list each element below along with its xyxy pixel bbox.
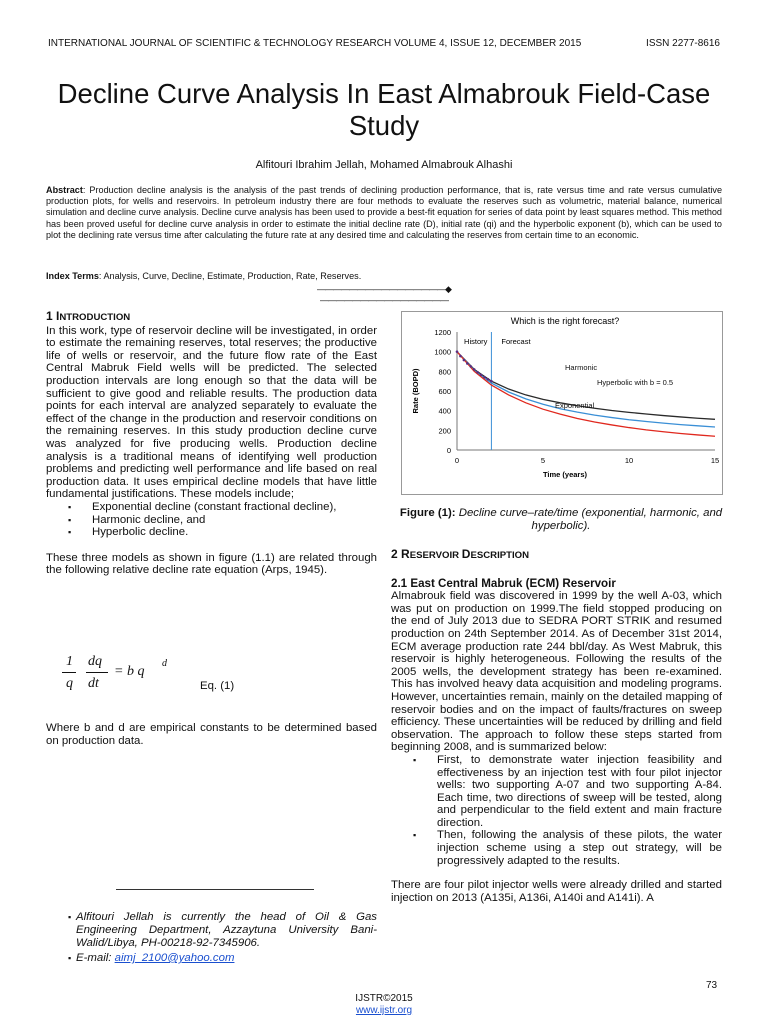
history-point bbox=[483, 376, 486, 379]
journal-url-link[interactable]: www.ijstr.org bbox=[355, 1005, 413, 1016]
issn: ISSN 2277-8616 bbox=[646, 38, 720, 49]
history-point bbox=[459, 355, 462, 358]
x-tick-label: 15 bbox=[710, 456, 720, 465]
index-terms-text: : Analysis, Curve, Decline, Estimate, Production, Rate, Reserves. bbox=[98, 271, 362, 281]
figure-1 bbox=[401, 311, 723, 495]
copyright: IJSTR©2015 bbox=[355, 993, 413, 1004]
y-tick-label: 800 bbox=[438, 367, 451, 377]
y-axis-label: Rate (BOPD) bbox=[411, 368, 420, 414]
paper-title: Decline Curve Analysis In East Almabrouk Field-Case Study bbox=[57, 78, 711, 141]
footnote-affiliation: ▪ Alfitouri Jellah is currently the head of Oil & Gas Engineering Department, Azzaytuna University Bani-Walid/Libya, PH-00218-92-7345906. bbox=[46, 911, 377, 950]
abstract bbox=[46, 185, 722, 241]
index-terms bbox=[46, 271, 722, 281]
intro-paragraph-3: Where b and d are empirical constants to be determined based on production data. bbox=[46, 722, 377, 747]
approach-steps-list bbox=[391, 754, 722, 867]
series-label: Hyperbolic with b = 0.5 bbox=[597, 378, 674, 387]
equation-1 bbox=[62, 650, 362, 698]
authors: Alfitouri Ibrahim Jellah, Mohamed Almabrouk Alhashi bbox=[255, 159, 513, 171]
chart-title: Which is the right forecast? bbox=[510, 316, 620, 326]
eq-exponent: d bbox=[162, 658, 167, 669]
figure-caption-label: Figure (1): bbox=[399, 507, 456, 519]
right-column bbox=[391, 548, 722, 904]
forecast-label: Forecast bbox=[501, 337, 531, 346]
footnote-email: ▪ E-mail: aimj_2100@yahoo.com bbox=[46, 952, 377, 965]
abstract-text: : Production decline analysis is the analysis of the past trends of declining production performance, that is, rate versus time and rate versus cumulative production plots, for wells and reservoirs. In petroleum industry there are four methods to evaluate the reserves such as volumetric, material balance, numerical simulation and decline curve analysis. Decline curve analysis has been used to provide a best-fit equation for series of data point by least squares method. This method has been proved useful for decline curve analysis in order to estimate the initial decline rate (D), initial rate (qi) and the hyperbolic exponent (b), which can be used to plot the declining rate versus time after calculating the future rate at any desired time and calculating the reserves from certain time to an economic. bbox=[46, 185, 722, 240]
running-header bbox=[48, 38, 720, 52]
list-item: ▪ First, to demonstrate water injection feasibility and effectiveness by an injection test with four pilot injector wells: two supporting A-07 and two supporting A-84. Each time, two directions of sweep will be tested, along and perpendicular to the field extent and main fracture direction. bbox=[391, 754, 722, 830]
section-2-paragraph-2: There are four pilot injector wells were already drilled and started injection on 2013 (A135i, A136i, A140i and A141i). A bbox=[391, 879, 722, 904]
y-tick-label: 1000 bbox=[434, 347, 451, 357]
y-tick-label: 200 bbox=[438, 426, 451, 436]
history-point bbox=[473, 368, 476, 371]
x-axis-label: Time (years) bbox=[542, 470, 588, 479]
history-point bbox=[480, 373, 483, 376]
history-point bbox=[490, 380, 493, 383]
figure-caption-text: Decline curve–rate/time (exponential, harmonic, and hyperbolic). bbox=[455, 507, 723, 532]
eq-dq: dq bbox=[88, 654, 102, 669]
abstract-label: Abstract bbox=[46, 185, 83, 195]
index-terms-label: Index Terms bbox=[46, 271, 99, 281]
eq-rhs: = b q bbox=[114, 664, 145, 679]
x-tick-label: 0 bbox=[454, 456, 460, 465]
eq-dt: dt bbox=[88, 676, 99, 691]
y-tick-label: 400 bbox=[438, 406, 451, 416]
history-point bbox=[466, 362, 469, 365]
email-link[interactable]: aimj_2100@yahoo.com bbox=[114, 952, 235, 964]
y-tick-label: 600 bbox=[438, 387, 451, 396]
y-tick-label: 0 bbox=[446, 446, 451, 455]
decline-chart bbox=[402, 312, 722, 494]
history-point bbox=[456, 350, 459, 353]
intro-heading: 1 INTRODUCTION bbox=[46, 309, 131, 323]
eq-label: Eq. (1) bbox=[200, 680, 235, 692]
history-label: History bbox=[464, 337, 488, 346]
decline-models-list bbox=[46, 501, 377, 539]
eq-fraction-bar bbox=[62, 672, 76, 673]
x-tick-label: 5 bbox=[540, 456, 546, 465]
footnote bbox=[46, 911, 377, 965]
left-column bbox=[46, 310, 377, 577]
series-label: Harmonic bbox=[565, 363, 598, 372]
eq-fraction-bar-2 bbox=[86, 672, 108, 673]
list-item: ▪ Hyperbolic decline. bbox=[46, 526, 377, 539]
figure-1-caption bbox=[396, 507, 726, 533]
footnote-rule bbox=[116, 889, 314, 890]
journal-name: INTERNATIONAL JOURNAL OF SCIENTIFIC & TECHNOLOGY RESEARCH VOLUME 4, ISSUE 12, DECEMBER 2015 bbox=[48, 38, 582, 49]
subsection-heading: 2.1 East Central Mabruk (ECM) Reservoir bbox=[391, 576, 616, 590]
section-2-heading: 2 RESERVOIR DESCRIPTION bbox=[391, 547, 530, 561]
eq-numerator-one: 1 bbox=[66, 654, 73, 669]
list-item: ▪ Then, following the analysis of these pilots, the water injection scheme using a step out strategy, will be progressively adapted to the results. bbox=[391, 829, 722, 867]
section-separator: ————————————————◆———————————————— bbox=[317, 284, 451, 305]
history-point bbox=[469, 365, 472, 368]
history-point bbox=[463, 359, 466, 362]
history-point bbox=[476, 371, 479, 374]
intro-paragraph-1: In this work, type of reservoir decline will be investigated, in order to estimate the remaining reserves, total reserves; the productive life of wells or reservoir, and the future flow rate of the East Central Mabruk Field wells will be predicted. The selected production intervals are long enough so that the data will be sufficient to give good and reliable results. The production data points for each interval are analyzed separately to evaluate the effect of the change in the production and reservoir conditions on the remaining reserves. In this study production decline curve was analyzed for five producing wells. Production decline analysis is a traditional means of identifying well production problems and predicting well performance and life based on real production data. It uses empirical decline models that have little fundamental justifications. These models include; bbox=[46, 324, 377, 501]
page-number: 73 bbox=[706, 980, 718, 991]
list-item: ▪ Exponential decline (constant fractional decline), bbox=[46, 501, 377, 514]
intro-paragraph-2: These three models as shown in figure (1.1) are related through the following relative decline rate equation (Arps, 1945). bbox=[46, 551, 377, 577]
list-item: ▪ Harmonic decline, and bbox=[46, 514, 377, 527]
y-tick-label: 1200 bbox=[434, 328, 451, 337]
history-point bbox=[487, 378, 490, 381]
eq-denominator-q: q bbox=[66, 676, 73, 691]
page-footer bbox=[0, 993, 768, 1017]
series-label: Exponential bbox=[555, 401, 595, 410]
section-2-paragraph-1: Almabrouk field was discovered in 1999 by the well A-03, which was put on production on 1999.The field stopped producing on the end of July 2013 due to SEDRA PORT STRIK and resumed production on 24th September 2014. As of December 31st 2014, ECM average production rate 244 bbl/day. As West Mabruk, this reservoir is highly heterogeneous. Following the results of the 2005 wells, the development strategy has been re-examined. This has involved heavy data acquisition and modeling programs. However, uncertainties remain, mainly on the detailed mapping of reservoir bodies and on the impact of faults/fractures on sweep efficiency. These uncertainties will be reduced by drilling and field observation. The approach to follow these steps started from beginning 2008, and is summarized below: bbox=[391, 590, 722, 754]
x-tick-label: 10 bbox=[624, 456, 634, 465]
